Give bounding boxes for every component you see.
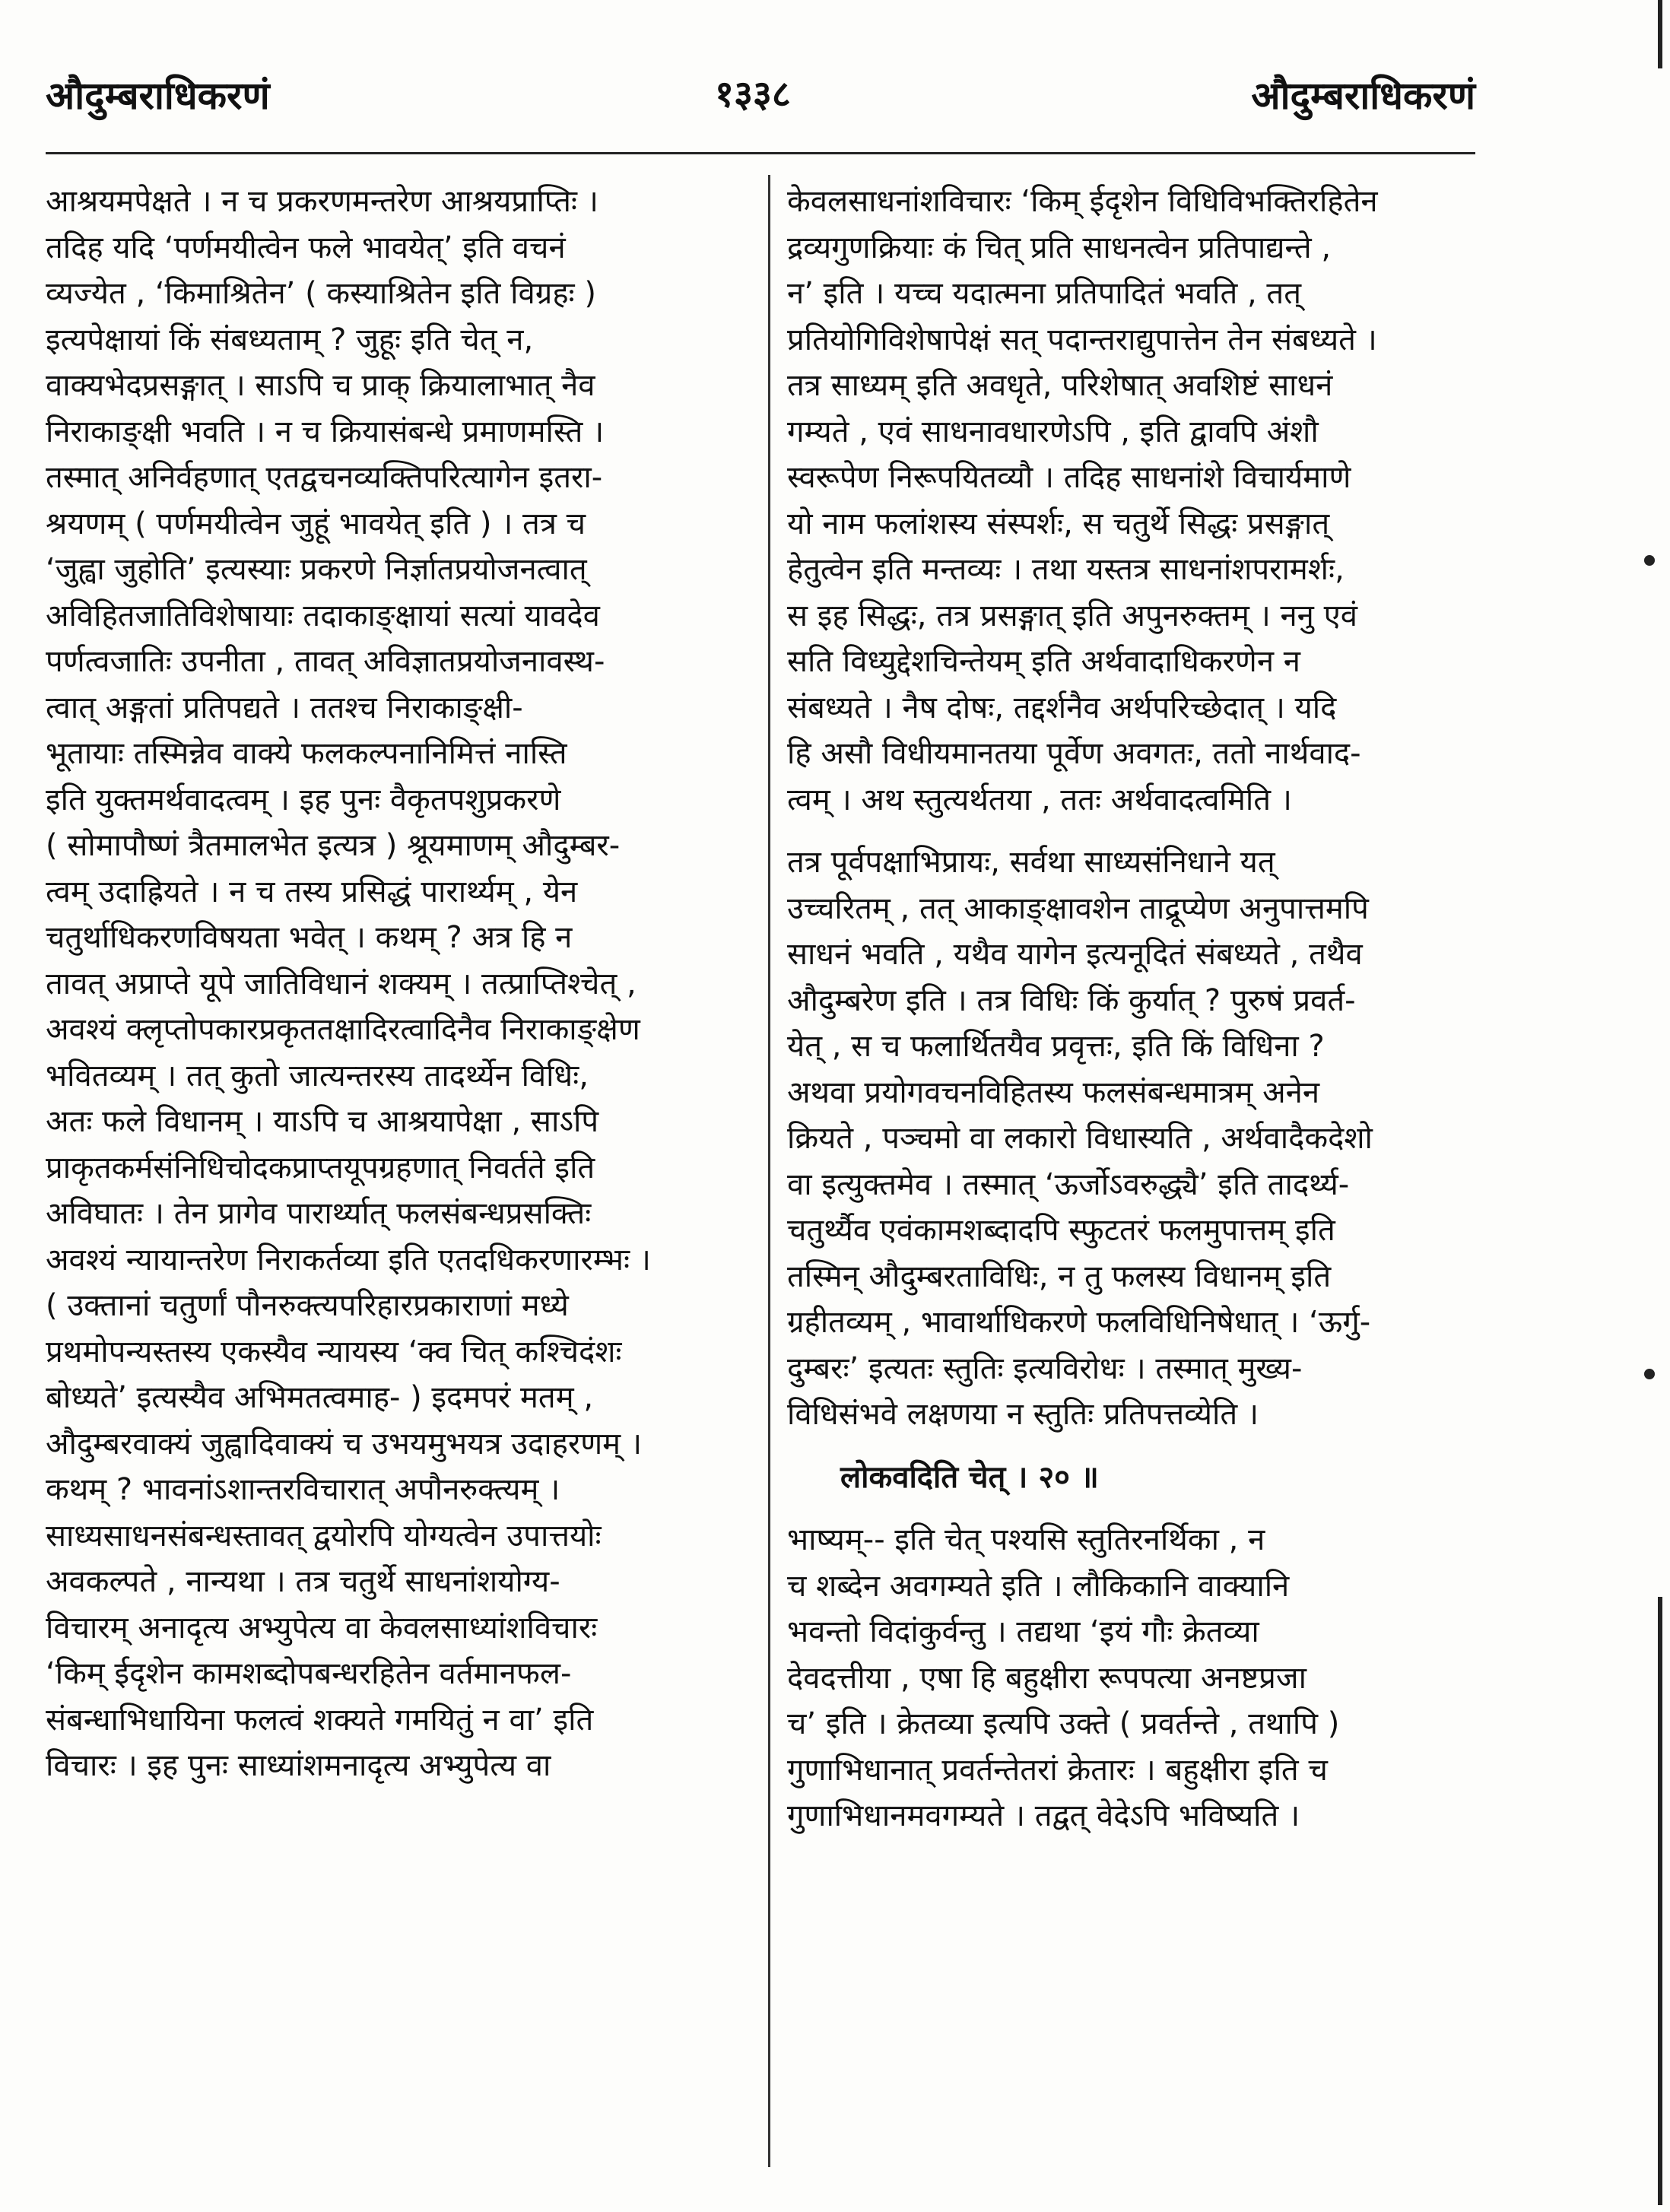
text-line: साध्यसाधनसंबन्धस्तावत् द्वयोरपि योग्यत्वेन उपात्तयोः <box>46 1518 602 1553</box>
running-title-left: औदुम्बराधिकरणं <box>46 74 270 118</box>
text-line: प्रतियोगिविशेषापेक्षं सत् पदान्तराद्युपात्तेन तेन संबध्यते । <box>787 322 1377 357</box>
text-line: अवश्यं न्यायान्तरेण निराकर्तव्या इति एतदधिकरणारम्भः । <box>46 1242 651 1277</box>
text-line: यो नाम फलांशस्य संस्पर्शः, स चतुर्थे सिद्धः प्रसङ्गात् <box>787 506 1330 541</box>
text-line: दुम्बरः’ इत्यतः स्तुतिः इत्यविरोधः । तस्मात् मुख्य- <box>787 1350 1303 1386</box>
text-line: सति विध्युद्देशचिन्तेयम् इति अर्थवादाधिकरणेन न <box>787 644 1300 679</box>
text-line: औदुम्बरवाक्यं जुह्वादिवाक्यं च उभयमुभयत्र उदाहरणम् । <box>46 1426 642 1461</box>
text-line: तत्र साध्यम् इति अवधृते, परिशेषात् अवशिष्टं साधनं <box>787 368 1333 403</box>
left-column <box>46 179 760 1789</box>
text-line: उच्चरितम् , तत् आकाङ्क्षावशेन ताद्रूप्येण अनुपात्तमपि <box>787 890 1369 926</box>
sutra-heading: लोकवदिति चेत् । २० ॥ <box>840 1459 1099 1495</box>
text-line: इति युक्तमर्थवादत्वम् । इह पुनः वैकृतपशुप्रकरणे <box>46 782 561 817</box>
text-line: ग्रहीतव्यम् , भावार्थाधिकरणे फलविधिनिषेधात् । ‘ऊर्गु- <box>787 1305 1371 1340</box>
text-line: गुणाभिधानात् प्रवर्तन्तेतरां क्रेतारः । बहुक्षीरा इति च <box>787 1752 1328 1788</box>
text-line: गम्यते , एवं साधनावधारणेऽपि , इति द्वावपि अंशौ <box>787 414 1319 449</box>
text-line: येत् , स च फलार्थितयैव प्रवृत्तः, इति किं विधिना ? <box>787 1029 1325 1064</box>
column-divider <box>768 175 770 2167</box>
text-line: संबन्धाभिधायिना फलत्वं शक्यते गमयितुं न वा’ इति <box>46 1702 594 1738</box>
text-line: हि असौ विधीयमानतया पूर्वेण अवगतः, ततो नार्थवाद- <box>787 736 1361 771</box>
text-line: विचारम् अनादृत्य अभ्युपेत्य वा केवलसाध्यांशविचारः <box>46 1610 598 1646</box>
text-line: साधनं भवति , यथैव यागेन इत्यनूदितं संबध्यते , तथैव <box>787 937 1363 972</box>
page-number: १३३८ <box>715 73 791 116</box>
text-line: विचारः । इह पुनः साध्यांशमनादृत्य अभ्युपेत्य वा <box>46 1748 551 1783</box>
text-line: स इह सिद्धः, तत्र प्रसङ्गात् इति अपुनरुक्तम् । ननु एवं <box>787 598 1357 633</box>
text-line: अवकल्पते , नान्यथा । तत्र चतुर्थे साधनांशयोग्य- <box>46 1564 560 1599</box>
text-line: ‘किम् ईदृशेन कामशब्दोपबन्धरहितेन वर्तमानफल- <box>46 1656 572 1691</box>
text-line: निराकाङ्क्षी भवति । न च क्रियासंबन्धे प्रमाणमस्ति । <box>46 414 605 449</box>
scan-edge-mark <box>1658 1597 1662 2205</box>
text-line: केवलसाधनांशविचारः ‘किम् ईदृशेन विधिविभक्तिरहितेन <box>787 184 1378 219</box>
text-line: देवदत्तीया , एषा हि बहुक्षीरा रूपपत्या अनष्टप्रजा <box>787 1660 1306 1696</box>
text-line: त्वम् उदाह्रियते । न च तस्य प्रसिद्धं पारार्थ्यम् , येन <box>46 874 578 909</box>
text-line: प्रथमोपन्यस्तस्य एकस्यैव न्यायस्य ‘क्व चित् कश्चिदंशः <box>46 1334 622 1369</box>
text-line: तत्र पूर्वपक्षाभिप्रायः, सर्वथा साध्यसंनिधाने यत् <box>787 845 1275 880</box>
text-line: द्रव्यगुणक्रियाः कं चित् प्रति साधनत्वेन प्रतिपाद्यन्ते , <box>787 230 1332 265</box>
text-line: प्राकृतकर्मसंनिधिचोदकप्राप्तयूपग्रहणात् निवर्तते इति <box>46 1150 595 1185</box>
text-line: तस्मात् अनिर्वहणात् एतद्वचनव्यक्तिपरित्यागेन इतरा- <box>46 460 603 495</box>
text-line: विधिसंभवे लक्षणया न स्तुतिः प्रतिपत्तव्येति । <box>787 1397 1259 1432</box>
text-line: चतुर्थाधिकरणविषयता भवेत् । कथम् ? अत्र हि न <box>46 920 573 955</box>
header-rule <box>46 152 1475 154</box>
text-line: आश्रयमपेक्षते । न च प्रकरणमन्तरेण आश्रयप्राप्तिः । <box>46 184 598 219</box>
text-line: बोध्यते’ इत्यस्यैव अभिमतत्वमाह- ) इदमपरं मतम् , <box>46 1380 594 1415</box>
text-line: गुणाभिधानमवगम्यते । तद्वत् वेदेऽपि भविष्यति । <box>787 1798 1300 1833</box>
text-line: वाक्यभेदप्रसङ्गात् । साऽपि च प्राक् क्रियालाभात् नैव <box>46 368 595 403</box>
text-line: तस्मिन् औदुम्बरताविधिः, न तु फलस्य विधानम् इति <box>787 1258 1332 1294</box>
text-line: हेतुत्वेन इति मन्तव्यः । तथा यस्तत्र साधनांशपरामर्शः, <box>787 552 1345 587</box>
text-line: तदिह यदि ‘पर्णमयीत्वेन फले भावयेत्’ इति वचनं <box>46 230 566 265</box>
text-line: श्रयणम् ( पर्णमयीत्वेन जुहूं भावयेत् इति ) । तत्र च <box>46 506 586 541</box>
right-column <box>787 179 1502 1839</box>
text-line: च’ इति । क्रेतव्या इत्यपि उक्ते ( प्रवर्तन्ते , तथापि ) <box>787 1706 1340 1741</box>
text-line: ( सोमापौष्णं त्रैतमालभेत इत्यत्र ) श्रूयमाणम् औदुम्बर- <box>46 828 621 863</box>
scan-speck <box>1644 555 1655 566</box>
text-line: च शब्देन अवगम्यते इति । लौकिकानि वाक्यानि <box>787 1568 1290 1604</box>
text-line: इत्यपेक्षायां किं संबध्यताम् ? जुहूः इति चेत् न, <box>46 322 534 357</box>
text-line: त्वम् । अथ स्तुत्यर्थतया , ततः अर्थवादत्वमिति । <box>787 782 1292 817</box>
page-header <box>46 68 1475 137</box>
text-line: भूतायाः तस्मिन्नेव वाक्ये फलकल्पनानिमित्तं नास्ति <box>46 736 567 771</box>
text-line: त्वात् अङ्गतां प्रतिपद्यते । ततश्च निराकाङ्क्षी- <box>46 690 523 725</box>
text-line: कथम् ? भावनांऽशान्तरविचारात् अपौनरुक्त्यम् । <box>46 1472 560 1507</box>
text-line: व्यज्येत , ‘किमाश्रितेन’ ( कस्याश्रितेन इति विग्रहः ) <box>46 276 596 311</box>
scan-speck <box>1644 1369 1655 1379</box>
text-line: पर्णत्वजातिः उपनीता , तावत् अविज्ञातप्रयोजनावस्थ- <box>46 644 605 679</box>
text-line: भवितव्यम् । तत् कुतो जात्यन्तरस्य तादर्थ्येन विधिः, <box>46 1058 589 1093</box>
text-line: औदुम्बरेण इति । तत्र विधिः किं कुर्यात् ? पुरुषं प्रवर्त- <box>787 982 1356 1018</box>
running-title-right: औदुम्बराधिकरणं <box>1251 74 1475 118</box>
text-line: चतुर्थ्यैव एवंकामशब्दादपि स्फुटतरं फलमुपात्तम् इति <box>787 1213 1335 1248</box>
text-line: भाष्यम्-- इति चेत् पश्यसि स्तुतिरनर्थिका , न <box>787 1522 1265 1557</box>
text-line: वा इत्युक्तमेव । तस्मात् ‘ऊर्जोऽवरुद्ध्यै’ इति तादर्थ्य- <box>787 1166 1350 1202</box>
text-line: भवन्तो विदांकुर्वन्तु । तद्यथा ‘इयं गौः क्रेतव्या <box>787 1614 1259 1649</box>
text-line: अतः फले विधानम् । याऽपि च आश्रयापेक्षा , साऽपि <box>46 1104 599 1139</box>
text-line: अथवा प्रयोगवचनविहितस्य फलसंबन्धमात्रम् अनेन <box>787 1074 1320 1110</box>
text-line: न’ इति । यच्च यदात्मना प्रतिपादितं भवति , तत् <box>787 276 1302 311</box>
text-line: ( उक्तानां चतुर्णां पौनरुक्त्यपरिहारप्रकाराणां मध्ये <box>46 1288 569 1323</box>
text-line: संबध्यते । नैष दोषः, तद्दर्शनैव अर्थपरिच्छेदात् । यदि <box>787 690 1337 725</box>
text-line: स्वरूपेण निरूपयितव्यौ । तदिह साधनांशे विचार्यमाणे <box>787 460 1351 495</box>
text-line: तावत् अप्राप्ते यूपे जातिविधानं शक्यम् । तत्प्राप्तिश्चेत् , <box>46 966 637 1001</box>
text-line: अवश्यं क्लृप्तोपकारप्रकृततक्षादिरत्वादिनैव निराकाङ्क्षेण <box>46 1012 640 1047</box>
text-line: क्रियते , पञ्चमो वा लकारो विधास्यति , अर्थवादैकदेशो <box>787 1121 1373 1156</box>
text-line: अविघातः । तेन प्रागेव पारार्थ्यात् फलसंबन्धप्रसक्तिः <box>46 1196 592 1231</box>
text-line: ‘जुह्वा जुहोति’ इत्यस्याः प्रकरणे निर्ज्ञातप्रयोजनत्वात् <box>46 552 587 587</box>
text-line: अविहितजातिविशेषायाः तदाकाङ्क्षायां सत्यां यावदेव <box>46 598 600 633</box>
scan-edge-mark <box>1658 0 1662 68</box>
